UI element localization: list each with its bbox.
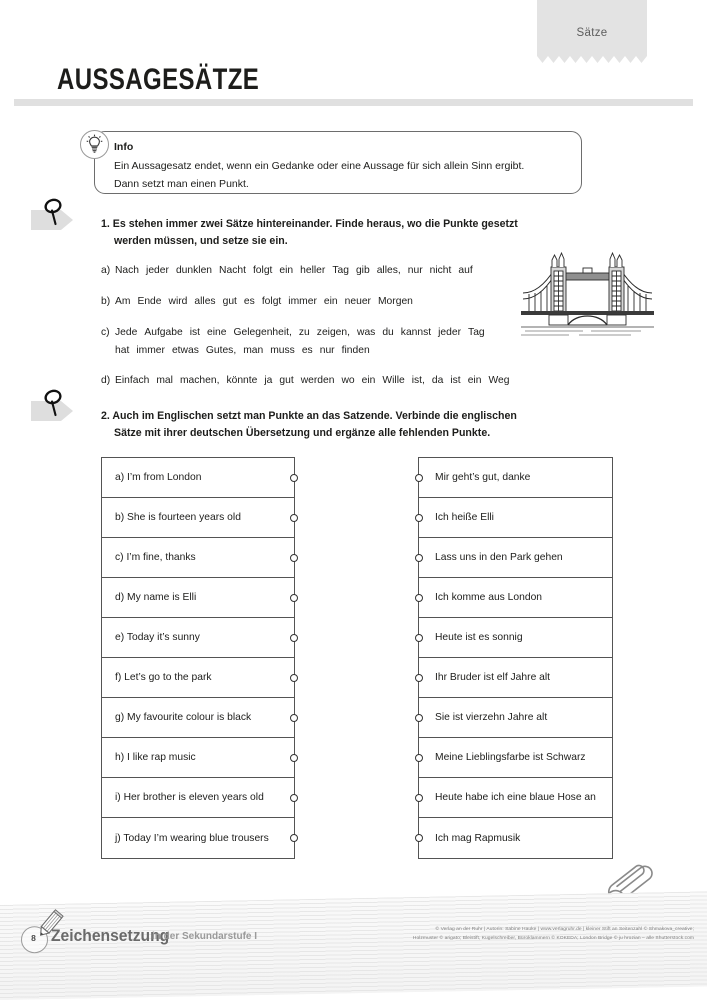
ex1-item-d-label: d) xyxy=(101,375,111,386)
connector-dot[interactable] xyxy=(290,474,298,482)
connector-dot[interactable] xyxy=(415,554,423,562)
connector-dot[interactable] xyxy=(290,754,298,762)
matching-right-item-text: Meine Lieblingsfarbe ist Schwarz xyxy=(435,752,586,763)
info-box-title: Info xyxy=(114,141,134,153)
matching-right-item-text: Lass uns in den Park gehen xyxy=(435,552,563,563)
matching-left-item[interactable] xyxy=(102,818,294,858)
matching-right-item[interactable] xyxy=(419,818,612,858)
page-right-margin xyxy=(699,0,707,1000)
matching-right-item-text: Ich mag Rapmusik xyxy=(435,832,521,844)
matching-left-item-text: i) Her brother is eleven years old xyxy=(115,792,264,803)
matching-left-item-text: g) My favourite colour is black xyxy=(115,712,252,723)
connector-dot[interactable] xyxy=(415,514,423,522)
connector-dot[interactable] xyxy=(415,674,423,682)
matching-left-item-text: e) Today it’s sunny xyxy=(115,632,200,643)
ex1-item-c-label: c) xyxy=(101,327,110,338)
matching-right-item[interactable] xyxy=(419,698,612,738)
ex1-item-d-text: Einfach mal machen, könnte ja gut werden wo ein Wille ist, da ist ein Weg xyxy=(115,375,510,386)
footer-subtitle: in der Sekundarstufe I xyxy=(152,931,258,943)
task-1-number: 1. xyxy=(101,218,110,230)
info-box-line1: Ein Aussagesatz endet, wenn ein Gedanke oder eine Aussage für sich allein Sinn ergibt. xyxy=(114,160,525,172)
connector-dot[interactable] xyxy=(290,794,298,802)
matching-right-item-text: Mir geht’s gut, danke xyxy=(435,472,531,483)
matching-left-item-text: b) She is fourteen years old xyxy=(115,512,241,523)
matching-left-item[interactable] xyxy=(102,538,294,578)
lightbulb-icon xyxy=(80,130,109,159)
connector-dot[interactable] xyxy=(415,834,423,842)
connector-dot[interactable] xyxy=(415,634,423,642)
matching-left-item-text: j) Today I’m wearing blue trousers xyxy=(115,832,269,844)
matching-left-item[interactable] xyxy=(102,778,294,818)
matching-left-item-text: f) Let’s go to the park xyxy=(115,672,212,683)
connector-dot[interactable] xyxy=(290,674,298,682)
connector-dot[interactable] xyxy=(290,514,298,522)
connector-dot[interactable] xyxy=(290,634,298,642)
info-box-line2: Dann setzt man einen Punkt. xyxy=(114,178,249,190)
task-2-line2: Sätze mit ihrer deutschen Übersetzung und ergänze alle fehlenden Punkte. xyxy=(114,427,491,439)
connector-dot[interactable] xyxy=(415,794,423,802)
task-1-line2: werden müssen, und setze sie ein. xyxy=(114,235,288,247)
footer-title: Zeichensetzung xyxy=(51,926,170,946)
ex1-item-b-text: Am Ende wird alles gut es folgt immer ein neuer Morgen xyxy=(115,296,413,307)
page-title: AUSSAGESÄTZE xyxy=(57,63,260,96)
pushpin-icon xyxy=(43,389,65,419)
task-marker-2 xyxy=(31,395,91,421)
matching-left-item-text: d) My name is Elli xyxy=(115,592,197,603)
matching-right-item[interactable] xyxy=(419,658,612,698)
connector-dot[interactable] xyxy=(415,754,423,762)
footer-credits-line1: © Verlag an der Ruhr | Autorin: Sabine Hauke | www.verlagruhr.de | kleiner Stift an Seitenzahl © Shmakova_creative; xyxy=(435,927,694,933)
task-2-number: 2. xyxy=(101,410,110,422)
matching-right-item[interactable] xyxy=(419,498,612,538)
matching-right-item[interactable] xyxy=(419,778,612,818)
ex1-item-a xyxy=(101,263,480,279)
matching-left-item-text: c) I’m fine, thanks xyxy=(115,552,196,563)
matching-left-item[interactable] xyxy=(102,698,294,738)
matching-left-item-text: a) I’m from London xyxy=(115,472,202,483)
matching-right-item-text: Heute habe ich eine blaue Hose an xyxy=(435,792,596,803)
footer-credits xyxy=(284,925,694,943)
matching-right-column xyxy=(418,457,613,859)
footer-credits-line2: Holzmuster © arigato; Bleistift, Kugelschreiber, Büroklammern © KOKEDA; London Bridge © ju hrozian – alle Shutterstock.com xyxy=(412,936,694,942)
matching-left-item[interactable] xyxy=(102,498,294,538)
matching-right-item[interactable] xyxy=(419,738,612,778)
ex1-item-d xyxy=(101,373,516,389)
ex1-item-b xyxy=(101,294,420,310)
matching-right-item[interactable] xyxy=(419,618,612,658)
matching-left-item[interactable] xyxy=(102,458,294,498)
matching-right-item[interactable] xyxy=(419,538,612,578)
task-1-line1: Es stehen immer zwei Sätze hintereinander. Finde heraus, wo die Punkte gesetzt xyxy=(112,218,518,230)
pushpin-icon xyxy=(43,198,65,228)
task-1-instruction xyxy=(101,216,541,250)
title-divider xyxy=(14,99,693,106)
ex1-item-a-text: Nach jeder dunklen Nacht folgt ein heller Tag gib alles, nur nicht auf xyxy=(115,265,473,276)
matching-left-item[interactable] xyxy=(102,658,294,698)
matching-left-item[interactable] xyxy=(102,618,294,658)
section-tab-saetze xyxy=(537,0,647,56)
ex1-item-a-label: a) xyxy=(101,265,111,276)
tower-bridge-illustration xyxy=(521,249,654,338)
ex1-item-c-text-line2: hat immer etwas Gutes, man muss es nur finden xyxy=(115,345,370,356)
task-2-instruction xyxy=(101,408,551,442)
matching-right-item-text: Ihr Bruder ist elf Jahre alt xyxy=(435,672,551,683)
connector-dot[interactable] xyxy=(290,554,298,562)
page-number: 8 xyxy=(31,933,36,944)
matching-right-item-text: Heute ist es sonnig xyxy=(435,632,523,643)
matching-right-item-text: Sie ist vierzehn Jahre alt xyxy=(435,712,548,723)
page-footer xyxy=(0,891,707,1000)
matching-right-item[interactable] xyxy=(419,578,612,618)
matching-right-item-text: Ich komme aus London xyxy=(435,592,543,603)
matching-left-item-text: h) I like rap music xyxy=(115,752,196,763)
connector-dot[interactable] xyxy=(415,714,423,722)
ex1-item-c-line2 xyxy=(115,343,377,359)
connector-dot[interactable] xyxy=(415,474,423,482)
page-left-margin xyxy=(0,0,14,1000)
task-marker-1 xyxy=(31,204,91,230)
matching-left-item[interactable] xyxy=(102,578,294,618)
connector-dot[interactable] xyxy=(290,594,298,602)
tab-torn-edge-icon xyxy=(537,56,647,64)
matching-left-item[interactable] xyxy=(102,738,294,778)
ex1-item-b-label: b) xyxy=(101,296,111,307)
connector-dot[interactable] xyxy=(290,834,298,842)
ex1-item-c xyxy=(101,325,492,341)
connector-dot[interactable] xyxy=(290,714,298,722)
section-tab-label: Sätze xyxy=(576,27,608,39)
connector-dot[interactable] xyxy=(415,594,423,602)
matching-left-column xyxy=(101,457,295,859)
ex1-item-c-text-line1: Jede Aufgabe ist eine Gelegenheit, zu zeigen, was du kannst jeder Tag xyxy=(115,327,485,338)
matching-right-item[interactable] xyxy=(419,458,612,498)
matching-right-item-text: Ich heiße Elli xyxy=(435,512,494,523)
task-2-line1: Auch im Englischen setzt man Punkte an das Satzende. Verbinde die englischen xyxy=(112,410,517,422)
